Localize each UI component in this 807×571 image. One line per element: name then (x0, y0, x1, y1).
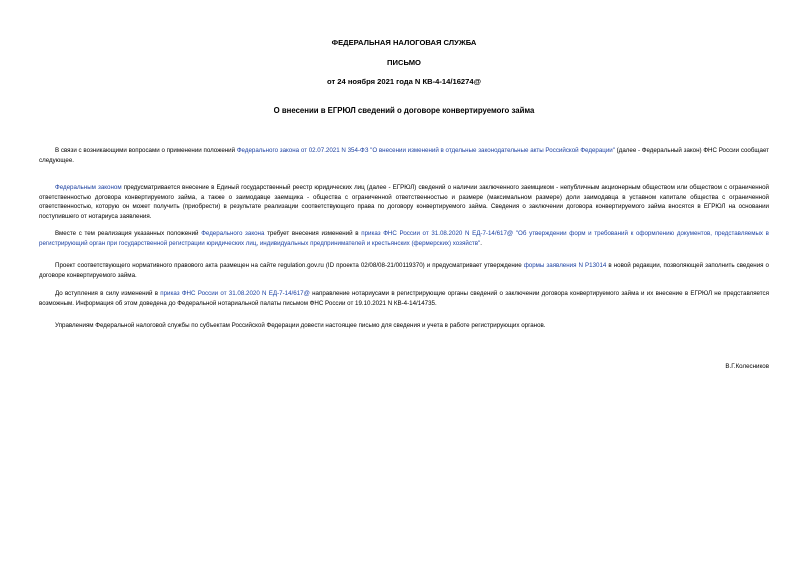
paragraph-text: Проект соответствующего нормативного правового акта размещен на сайте regulation.gov.ru (ID проекта 02/08/08-21/00119370) и предусматривает утверждение (55, 262, 524, 269)
document-type: ПИСЬМО (387, 58, 421, 67)
paragraph-text: требует внесения изменений в (264, 230, 362, 237)
document-date-number: от 24 ноября 2021 года N КВ-4-14/16274@ (327, 77, 481, 86)
paragraph-draft-act (39, 261, 769, 280)
paragraph-text: Вместе с тем реализация указанных положений (55, 230, 202, 237)
paragraph-text: В связи с возникающими вопросами о применении положений (55, 147, 237, 154)
paragraph-notaries (39, 289, 769, 308)
organization-title: ФЕДЕРАЛЬНАЯ НАЛОГОВАЯ СЛУЖБА (331, 38, 477, 47)
order-link[interactable]: приказ ФНС России от 31.08.2020 N ЕД-7-14/617@ "Об утверждении форм и требований к оформлению документов, представляемых в регистрирующий орган при государственной регистрации юридических лиц, индивидуальных предпринимателей и крестьянских (фермерских) хозяйств" (39, 230, 769, 247)
paragraph-text: (далее - Федеральный закон) ФНС России сообщает следующее. (39, 147, 770, 164)
signature: В.Г.Колесников (725, 363, 769, 370)
federal-law-link[interactable]: Федеральным законом (55, 184, 122, 191)
paragraph-text: предусматривается внесение в Единый государственный реестр юридических лиц (далее - ЕГРЮЛ) сведений о наличии заключенного заемщиком - непубличным акционерным обществом или обществом с ограниченной ответственностью договора конвертируемого займа, а также о заимодавце заемщика - общества с ограниченной ответственностью и размере (максимальном размере) доли заимодавца в уставном капитале общества с ограниченной ответственностью, которую он может получить (приобрести) в результате реализации соответствующего права по договору конвертируемого займа. Сведения о заключении договора конвертируемого займа вносятся в ЕГРЮЛ на основании поступившего от нотариуса заявления. (39, 184, 769, 220)
order-link[interactable]: приказ ФНС России от 31.08.2020 N ЕД-7-14/617@ (160, 290, 310, 297)
paragraph-intro (39, 146, 769, 165)
paragraph-text: . (480, 239, 482, 247)
paragraph-text: направление нотариусами в регистрирующие органы сведений о заключении договора конвертируемого займа и их внесение в ЕГРЮЛ не представляется возможным. Информация об этом доведена до Федеральной нотариальной палаты письмом ФНС России от 19.10.2021 N КВ-4-14/14735. (39, 290, 769, 307)
paragraph-text: До вступления в силу изменений в (55, 290, 161, 297)
paragraph-instruction (39, 321, 769, 331)
application-form-link[interactable]: формы заявления N Р13014 (523, 262, 607, 269)
paragraph-text: в новой редакции, позволяющей заполнить сведения о договоре конвертируемого займа. (39, 262, 769, 279)
paragraph-text: Управлениям Федеральной налоговой службы по субъектам Российской Федерации довести настоящее письмо для сведения и учета в работе регистрирующих органов. (55, 322, 546, 329)
paragraph-amendments (39, 229, 769, 248)
document-subject: О внесении в ЕГРЮЛ сведений о договоре конвертируемого займа (273, 106, 535, 115)
federal-law-link[interactable]: Федерального закона (201, 230, 265, 237)
paragraph-registry (39, 183, 769, 221)
federal-law-link[interactable]: Федерального закона от 02.07.2021 N 354-ФЗ "О внесении изменений в отдельные законодательные акты Российской Федерации" (236, 147, 615, 154)
